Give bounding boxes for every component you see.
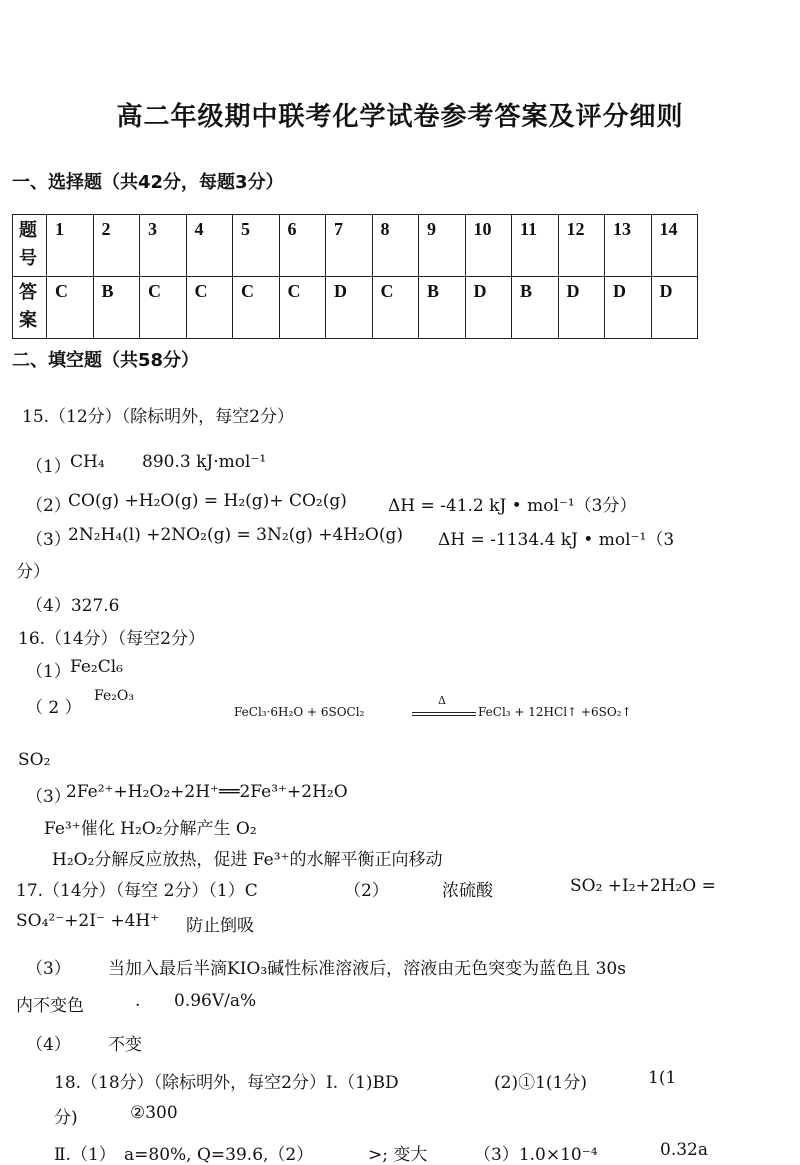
q15-3-equation: 2N₂H₄(l) +2NO₂(g) = 3N₂(g) +4H₂O(g) xyxy=(68,525,403,545)
question-number: 5 xyxy=(233,215,280,277)
answer-cell: B xyxy=(419,277,466,339)
page-title: 高二年级期中联考化学试卷参考答案及评分细则 xyxy=(116,102,684,132)
answer-cell: D xyxy=(558,277,605,339)
question-number: 8 xyxy=(372,215,419,277)
q15-3-continued: 分） xyxy=(16,562,50,582)
question-row-label: 题号 xyxy=(13,215,47,277)
q17-3-text: 当加入最后半滴KIO₃碱性标准溶液后，溶液由无色突变为蓝色且 30s xyxy=(108,959,626,979)
q15-1-value: 890.3 kJ·mol⁻¹ xyxy=(142,452,267,472)
q16-3-label: （3） xyxy=(26,787,71,807)
q18-ii-a: a=80%, Q=39.6,（2） xyxy=(124,1145,314,1165)
answer-cell: C xyxy=(186,277,233,339)
q16-1-value: Fe₂Cl₆ xyxy=(70,657,124,677)
answer-cell: D xyxy=(651,277,698,339)
section2-heading: 二、填空题（共58分） xyxy=(12,350,200,371)
q17-3-continued: 内不变色 xyxy=(16,996,84,1016)
question-number: 9 xyxy=(419,215,466,277)
answer-cell: C xyxy=(233,277,280,339)
q18-part2c: 分) xyxy=(54,1108,78,1128)
q15-2-label: （2） xyxy=(26,496,71,516)
section1-heading: 一、选择题（共42分，每题3分） xyxy=(12,172,284,193)
question-number: 3 xyxy=(140,215,187,277)
q17-2-label: （2） xyxy=(344,881,389,901)
q18-part2d: ②300 xyxy=(130,1103,178,1123)
q16-heading: 16.（14分）（每空2分） xyxy=(18,629,205,649)
q16-3-line2: Fe³⁺催化 H₂O₂分解产生 O₂ xyxy=(44,819,257,839)
q18-ii-d: 0.32a xyxy=(660,1140,708,1160)
q18-part2b: 1(1 xyxy=(648,1068,677,1088)
q18-ii-c: （3）1.0×10⁻⁴ xyxy=(474,1145,598,1165)
q17-4-value: 不变 xyxy=(108,1035,142,1055)
answer-cell: C xyxy=(372,277,419,339)
question-number: 14 xyxy=(651,215,698,277)
answer-cell: B xyxy=(93,277,140,339)
q15-3-enthalpy: ΔH = -1134.4 kJ • mol⁻¹（3 xyxy=(438,530,675,550)
question-number: 4 xyxy=(186,215,233,277)
question-number: 1 xyxy=(47,215,94,277)
answer-cell: B xyxy=(512,277,559,339)
question-number: 10 xyxy=(465,215,512,277)
q17-2-equation-cont: SO₄²⁻+2I⁻ +4H⁺ xyxy=(16,911,160,931)
q15-heading: 15.（12分）（除标明外，每空2分） xyxy=(22,407,294,427)
question-number: 13 xyxy=(605,215,652,277)
q17-3-value: 0.96V/a% xyxy=(174,991,257,1011)
q16-2-eq-left: FeCl₃·6H₂O + 6SOCl₂ xyxy=(234,705,365,719)
question-number: 12 xyxy=(558,215,605,277)
answer-cell: C xyxy=(140,277,187,339)
q17-3-dot: . xyxy=(135,991,141,1011)
answer-cell: C xyxy=(47,277,94,339)
q16-3-equation: 2Fe²⁺+H₂O₂+2H⁺══2Fe³⁺+2H₂O xyxy=(66,782,348,802)
q15-3-label: （3） xyxy=(26,530,71,550)
q15-2-equation: CO(g) +H₂O(g) = H₂(g)+ CO₂(g) xyxy=(68,491,347,511)
answer-cell: D xyxy=(326,277,373,339)
q15-4: （4）327.6 xyxy=(26,596,120,616)
question-number: 2 xyxy=(93,215,140,277)
answer-cell: D xyxy=(465,277,512,339)
q17-2-extra: 防止倒吸 xyxy=(186,916,254,936)
answer-row xyxy=(13,277,698,339)
answer-cell: C xyxy=(279,277,326,339)
q16-3-line3: H₂O₂分解反应放热，促进 Fe³⁺的水解平衡正向移动 xyxy=(52,850,443,870)
q18-heading: 18.（18分）（除标明外，每空2分）Ⅰ.（1)BD xyxy=(54,1073,399,1093)
q17-2-value: 浓硫酸 xyxy=(442,881,493,901)
q15-1-formula: CH₄ xyxy=(70,452,105,472)
q17-2-equation: SO₂ +I₂+2H₂O = xyxy=(570,876,716,896)
answer-cell: D xyxy=(605,277,652,339)
q16-2-eq-sign xyxy=(412,712,476,716)
q16-1-label: （1） xyxy=(26,662,71,682)
q16-2-value: Fe₂O₃ xyxy=(94,688,134,704)
question-number: 7 xyxy=(326,215,373,277)
q18-ii-label: Ⅱ.（1） xyxy=(54,1145,116,1165)
q16-2-extra: SO₂ xyxy=(18,750,51,770)
q15-1-label: （1） xyxy=(26,457,71,477)
q18-ii-b: >; 变大 xyxy=(368,1145,428,1165)
q18-part2: (2)①1(1分) xyxy=(494,1073,587,1093)
q16-2-eq-right: FeCl₃ + 12HCl↑ +6SO₂↑ xyxy=(478,705,632,719)
question-row xyxy=(13,215,698,277)
question-number: 11 xyxy=(512,215,559,277)
q17-heading: 17.（14分）（每空 2分）（1）C xyxy=(16,881,258,901)
answer-row-label: 答案 xyxy=(13,277,47,339)
q17-3-label: （3） xyxy=(26,959,71,979)
q15-2-enthalpy: ΔH = -41.2 kJ • mol⁻¹（3分） xyxy=(388,496,637,516)
q16-2-label: （ 2 ） xyxy=(26,698,82,718)
q16-2-eq-condition: Δ xyxy=(438,694,446,707)
question-number: 6 xyxy=(279,215,326,277)
q17-4-label: （4） xyxy=(26,1035,71,1055)
answer-table xyxy=(12,214,698,339)
